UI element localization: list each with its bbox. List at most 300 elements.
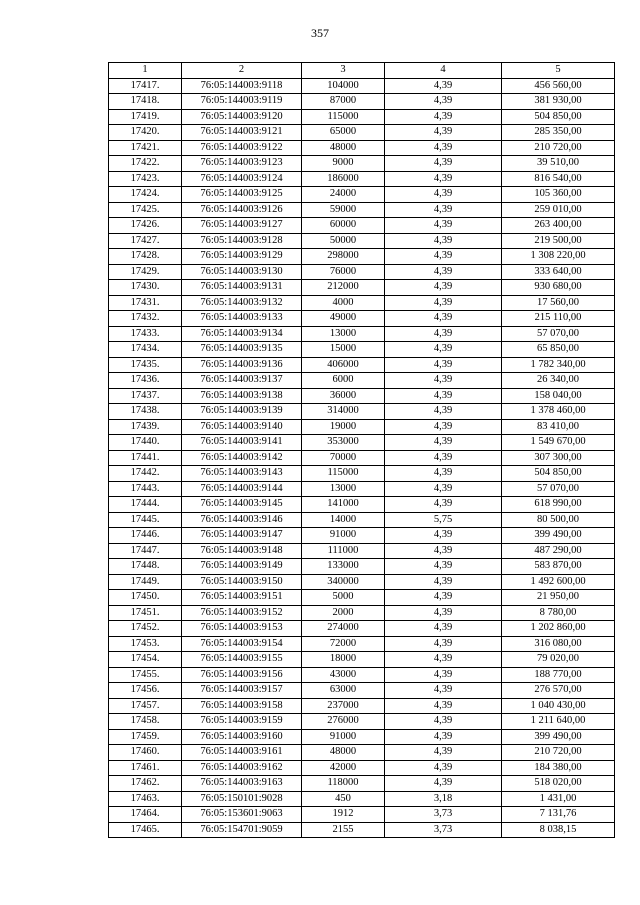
cadastral-number-cell: 76:05:144003:9148 xyxy=(182,543,302,559)
area-cell: 48000 xyxy=(302,140,385,156)
row-number-cell: 17435. xyxy=(109,357,182,373)
row-number-cell: 17461. xyxy=(109,760,182,776)
column-header: 1 xyxy=(109,63,182,79)
area-cell: 5000 xyxy=(302,590,385,606)
area-cell: 186000 xyxy=(302,171,385,187)
row-number-cell: 17424. xyxy=(109,187,182,203)
row-number-cell: 17440. xyxy=(109,435,182,451)
area-cell: 111000 xyxy=(302,543,385,559)
rate-cell: 4,39 xyxy=(385,94,502,110)
rate-cell: 3,18 xyxy=(385,791,502,807)
rate-cell: 4,39 xyxy=(385,636,502,652)
table-row xyxy=(109,807,615,823)
row-number-cell: 17425. xyxy=(109,202,182,218)
row-number-cell: 17449. xyxy=(109,574,182,590)
row-number-cell: 17422. xyxy=(109,156,182,172)
amount-cell: 8 038,15 xyxy=(502,822,615,838)
area-cell: 60000 xyxy=(302,218,385,234)
area-cell: 42000 xyxy=(302,760,385,776)
rate-cell: 4,39 xyxy=(385,652,502,668)
row-number-cell: 17457. xyxy=(109,698,182,714)
area-cell: 133000 xyxy=(302,559,385,575)
row-number-cell: 17456. xyxy=(109,683,182,699)
cadastral-number-cell: 76:05:144003:9129 xyxy=(182,249,302,265)
rate-cell: 4,39 xyxy=(385,326,502,342)
rate-cell: 4,39 xyxy=(385,404,502,420)
area-cell: 115000 xyxy=(302,466,385,482)
cadastral-number-cell: 76:05:144003:9156 xyxy=(182,667,302,683)
rate-cell: 4,39 xyxy=(385,109,502,125)
amount-cell: 215 110,00 xyxy=(502,311,615,327)
amount-cell: 26 340,00 xyxy=(502,373,615,389)
cadastral-number-cell: 76:05:144003:9141 xyxy=(182,435,302,451)
area-cell: 1912 xyxy=(302,807,385,823)
amount-cell: 83 410,00 xyxy=(502,419,615,435)
table-body xyxy=(109,78,615,838)
row-number-cell: 17465. xyxy=(109,822,182,838)
amount-cell: 57 070,00 xyxy=(502,326,615,342)
amount-cell: 276 570,00 xyxy=(502,683,615,699)
cadastral-number-cell: 76:05:144003:9144 xyxy=(182,481,302,497)
row-number-cell: 17417. xyxy=(109,78,182,94)
rate-cell: 4,39 xyxy=(385,295,502,311)
rate-cell: 4,39 xyxy=(385,388,502,404)
cadastral-number-cell: 76:05:144003:9157 xyxy=(182,683,302,699)
amount-cell: 1 431,00 xyxy=(502,791,615,807)
table-row xyxy=(109,78,615,94)
cadastral-number-cell: 76:05:144003:9145 xyxy=(182,497,302,513)
area-cell: 48000 xyxy=(302,745,385,761)
amount-cell: 7 131,76 xyxy=(502,807,615,823)
row-number-cell: 17453. xyxy=(109,636,182,652)
table-row xyxy=(109,404,615,420)
area-cell: 91000 xyxy=(302,528,385,544)
amount-cell: 456 560,00 xyxy=(502,78,615,94)
cadastral-number-cell: 76:05:144003:9119 xyxy=(182,94,302,110)
area-cell: 9000 xyxy=(302,156,385,172)
row-number-cell: 17436. xyxy=(109,373,182,389)
table-row xyxy=(109,497,615,513)
cadastral-number-cell: 76:05:144003:9154 xyxy=(182,636,302,652)
cadastral-number-cell: 76:05:144003:9142 xyxy=(182,450,302,466)
amount-cell: 504 850,00 xyxy=(502,466,615,482)
amount-cell: 1 549 670,00 xyxy=(502,435,615,451)
amount-cell: 210 720,00 xyxy=(502,745,615,761)
cadastral-number-cell: 76:05:144003:9143 xyxy=(182,466,302,482)
amount-cell: 504 850,00 xyxy=(502,109,615,125)
table-row xyxy=(109,280,615,296)
row-number-cell: 17459. xyxy=(109,729,182,745)
area-cell: 24000 xyxy=(302,187,385,203)
cadastral-number-cell: 76:05:144003:9134 xyxy=(182,326,302,342)
area-cell: 43000 xyxy=(302,667,385,683)
table-row xyxy=(109,760,615,776)
row-number-cell: 17433. xyxy=(109,326,182,342)
row-number-cell: 17441. xyxy=(109,450,182,466)
amount-cell: 816 540,00 xyxy=(502,171,615,187)
row-number-cell: 17452. xyxy=(109,621,182,637)
area-cell: 13000 xyxy=(302,481,385,497)
amount-cell: 263 400,00 xyxy=(502,218,615,234)
rate-cell: 4,39 xyxy=(385,311,502,327)
amount-cell: 1 492 600,00 xyxy=(502,574,615,590)
cadastral-number-cell: 76:05:144003:9137 xyxy=(182,373,302,389)
area-cell: 340000 xyxy=(302,574,385,590)
rate-cell: 4,39 xyxy=(385,357,502,373)
amount-cell: 399 490,00 xyxy=(502,528,615,544)
amount-cell: 17 560,00 xyxy=(502,295,615,311)
column-header: 2 xyxy=(182,63,302,79)
amount-cell: 57 070,00 xyxy=(502,481,615,497)
table-row xyxy=(109,528,615,544)
table-row xyxy=(109,652,615,668)
rate-cell: 5,75 xyxy=(385,512,502,528)
amount-cell: 210 720,00 xyxy=(502,140,615,156)
row-number-cell: 17451. xyxy=(109,605,182,621)
amount-cell: 487 290,00 xyxy=(502,543,615,559)
area-cell: 18000 xyxy=(302,652,385,668)
cadastral-number-cell: 76:05:144003:9161 xyxy=(182,745,302,761)
amount-cell: 219 500,00 xyxy=(502,233,615,249)
table-row xyxy=(109,435,615,451)
amount-cell: 316 080,00 xyxy=(502,636,615,652)
area-cell: 115000 xyxy=(302,109,385,125)
cadastral-number-cell: 76:05:144003:9136 xyxy=(182,357,302,373)
amount-cell: 21 950,00 xyxy=(502,590,615,606)
table-row xyxy=(109,171,615,187)
rate-cell: 4,39 xyxy=(385,140,502,156)
cadastral-number-cell: 76:05:144003:9155 xyxy=(182,652,302,668)
cadastral-number-cell: 76:05:144003:9152 xyxy=(182,605,302,621)
cadastral-number-cell: 76:05:144003:9120 xyxy=(182,109,302,125)
rate-cell: 4,39 xyxy=(385,543,502,559)
amount-cell: 1 211 640,00 xyxy=(502,714,615,730)
column-header: 5 xyxy=(502,63,615,79)
column-header: 3 xyxy=(302,63,385,79)
row-number-cell: 17419. xyxy=(109,109,182,125)
cadastral-number-cell: 76:05:144003:9160 xyxy=(182,729,302,745)
rate-cell: 4,39 xyxy=(385,202,502,218)
cadastral-number-cell: 76:05:144003:9130 xyxy=(182,264,302,280)
cadastral-number-cell: 76:05:144003:9150 xyxy=(182,574,302,590)
cadastral-number-cell: 76:05:144003:9132 xyxy=(182,295,302,311)
cadastral-number-cell: 76:05:144003:9125 xyxy=(182,187,302,203)
cadastral-number-cell: 76:05:144003:9128 xyxy=(182,233,302,249)
area-cell: 141000 xyxy=(302,497,385,513)
row-number-cell: 17462. xyxy=(109,776,182,792)
amount-cell: 1 378 460,00 xyxy=(502,404,615,420)
rate-cell: 4,39 xyxy=(385,574,502,590)
row-number-cell: 17430. xyxy=(109,280,182,296)
amount-cell: 79 020,00 xyxy=(502,652,615,668)
amount-cell: 39 510,00 xyxy=(502,156,615,172)
row-number-cell: 17432. xyxy=(109,311,182,327)
rate-cell: 4,39 xyxy=(385,714,502,730)
area-cell: 406000 xyxy=(302,357,385,373)
area-cell: 15000 xyxy=(302,342,385,358)
amount-cell: 1 782 340,00 xyxy=(502,357,615,373)
area-cell: 2000 xyxy=(302,605,385,621)
table-row xyxy=(109,109,615,125)
rate-cell: 4,39 xyxy=(385,450,502,466)
row-number-cell: 17421. xyxy=(109,140,182,156)
amount-cell: 65 850,00 xyxy=(502,342,615,358)
amount-cell: 930 680,00 xyxy=(502,280,615,296)
table-row xyxy=(109,745,615,761)
area-cell: 36000 xyxy=(302,388,385,404)
amount-cell: 518 020,00 xyxy=(502,776,615,792)
area-cell: 237000 xyxy=(302,698,385,714)
amount-cell: 184 380,00 xyxy=(502,760,615,776)
rate-cell: 4,39 xyxy=(385,698,502,714)
area-cell: 63000 xyxy=(302,683,385,699)
rate-cell: 4,39 xyxy=(385,497,502,513)
rate-cell: 4,39 xyxy=(385,683,502,699)
area-cell: 87000 xyxy=(302,94,385,110)
amount-cell: 8 780,00 xyxy=(502,605,615,621)
column-header: 4 xyxy=(385,63,502,79)
cadastral-number-cell: 76:05:144003:9127 xyxy=(182,218,302,234)
rate-cell: 4,39 xyxy=(385,264,502,280)
rate-cell: 4,39 xyxy=(385,745,502,761)
amount-cell: 1 308 220,00 xyxy=(502,249,615,265)
area-cell: 59000 xyxy=(302,202,385,218)
table-row xyxy=(109,605,615,621)
rate-cell: 4,39 xyxy=(385,760,502,776)
area-cell: 50000 xyxy=(302,233,385,249)
rate-cell: 4,39 xyxy=(385,466,502,482)
row-number-cell: 17431. xyxy=(109,295,182,311)
table-row xyxy=(109,698,615,714)
amount-cell: 1 202 860,00 xyxy=(502,621,615,637)
row-number-cell: 17442. xyxy=(109,466,182,482)
rate-cell: 4,39 xyxy=(385,435,502,451)
amount-cell: 1 040 430,00 xyxy=(502,698,615,714)
row-number-cell: 17428. xyxy=(109,249,182,265)
cadastral-number-cell: 76:05:144003:9138 xyxy=(182,388,302,404)
row-number-cell: 17447. xyxy=(109,543,182,559)
amount-cell: 333 640,00 xyxy=(502,264,615,280)
rate-cell: 4,39 xyxy=(385,342,502,358)
table-row xyxy=(109,574,615,590)
rate-cell: 4,39 xyxy=(385,667,502,683)
rate-cell: 4,39 xyxy=(385,605,502,621)
cadastral-number-cell: 76:05:144003:9118 xyxy=(182,78,302,94)
amount-cell: 188 770,00 xyxy=(502,667,615,683)
rate-cell: 4,39 xyxy=(385,156,502,172)
amount-cell: 105 360,00 xyxy=(502,187,615,203)
amount-cell: 583 870,00 xyxy=(502,559,615,575)
table-row xyxy=(109,373,615,389)
header-row xyxy=(109,63,615,79)
table-row xyxy=(109,791,615,807)
cadastral-number-cell: 76:05:144003:9122 xyxy=(182,140,302,156)
amount-cell: 259 010,00 xyxy=(502,202,615,218)
row-number-cell: 17429. xyxy=(109,264,182,280)
rate-cell: 4,39 xyxy=(385,280,502,296)
area-cell: 76000 xyxy=(302,264,385,280)
rate-cell: 4,39 xyxy=(385,125,502,141)
rate-cell: 4,39 xyxy=(385,249,502,265)
cadastral-number-cell: 76:05:144003:9133 xyxy=(182,311,302,327)
table-row xyxy=(109,481,615,497)
cadastral-number-cell: 76:05:150101:9028 xyxy=(182,791,302,807)
row-number-cell: 17454. xyxy=(109,652,182,668)
row-number-cell: 17439. xyxy=(109,419,182,435)
table-row xyxy=(109,326,615,342)
cadastral-number-cell: 76:05:144003:9151 xyxy=(182,590,302,606)
rate-cell: 4,39 xyxy=(385,233,502,249)
rate-cell: 4,39 xyxy=(385,590,502,606)
table-row xyxy=(109,559,615,575)
cadastral-number-cell: 76:05:144003:9146 xyxy=(182,512,302,528)
table-row xyxy=(109,590,615,606)
cadastral-number-cell: 76:05:153601:9063 xyxy=(182,807,302,823)
table-row xyxy=(109,543,615,559)
cadastral-number-cell: 76:05:144003:9140 xyxy=(182,419,302,435)
row-number-cell: 17423. xyxy=(109,171,182,187)
rate-cell: 4,39 xyxy=(385,218,502,234)
area-cell: 72000 xyxy=(302,636,385,652)
area-cell: 70000 xyxy=(302,450,385,466)
table-row xyxy=(109,140,615,156)
table-row xyxy=(109,187,615,203)
amount-cell: 285 350,00 xyxy=(502,125,615,141)
amount-cell: 618 990,00 xyxy=(502,497,615,513)
amount-cell: 307 300,00 xyxy=(502,450,615,466)
row-number-cell: 17418. xyxy=(109,94,182,110)
table-row xyxy=(109,357,615,373)
area-cell: 314000 xyxy=(302,404,385,420)
area-cell: 274000 xyxy=(302,621,385,637)
cadastral-number-cell: 76:05:144003:9121 xyxy=(182,125,302,141)
table-row xyxy=(109,202,615,218)
table-row xyxy=(109,450,615,466)
cadastral-number-cell: 76:05:144003:9131 xyxy=(182,280,302,296)
table-row xyxy=(109,295,615,311)
row-number-cell: 17450. xyxy=(109,590,182,606)
table-row xyxy=(109,125,615,141)
cadastral-number-cell: 76:05:144003:9153 xyxy=(182,621,302,637)
amount-cell: 80 500,00 xyxy=(502,512,615,528)
area-cell: 19000 xyxy=(302,419,385,435)
table-row xyxy=(109,667,615,683)
cadastral-number-cell: 76:05:144003:9123 xyxy=(182,156,302,172)
row-number-cell: 17445. xyxy=(109,512,182,528)
rate-cell: 3,73 xyxy=(385,822,502,838)
table-row xyxy=(109,264,615,280)
rate-cell: 4,39 xyxy=(385,171,502,187)
area-cell: 49000 xyxy=(302,311,385,327)
cadastral-number-cell: 76:05:144003:9158 xyxy=(182,698,302,714)
table-row xyxy=(109,94,615,110)
area-cell: 450 xyxy=(302,791,385,807)
area-cell: 298000 xyxy=(302,249,385,265)
table-row xyxy=(109,512,615,528)
amount-cell: 158 040,00 xyxy=(502,388,615,404)
row-number-cell: 17426. xyxy=(109,218,182,234)
table-row xyxy=(109,729,615,745)
rate-cell: 4,39 xyxy=(385,621,502,637)
area-cell: 118000 xyxy=(302,776,385,792)
table-row xyxy=(109,156,615,172)
page-number: 357 xyxy=(311,26,329,40)
table-row xyxy=(109,621,615,637)
amount-cell: 399 490,00 xyxy=(502,729,615,745)
row-number-cell: 17464. xyxy=(109,807,182,823)
rate-cell: 3,73 xyxy=(385,807,502,823)
area-cell: 212000 xyxy=(302,280,385,296)
table-row xyxy=(109,388,615,404)
row-number-cell: 17437. xyxy=(109,388,182,404)
row-number-cell: 17460. xyxy=(109,745,182,761)
row-number-cell: 17463. xyxy=(109,791,182,807)
rate-cell: 4,39 xyxy=(385,419,502,435)
rate-cell: 4,39 xyxy=(385,373,502,389)
data-table xyxy=(108,62,615,838)
area-cell: 2155 xyxy=(302,822,385,838)
area-cell: 65000 xyxy=(302,125,385,141)
cadastral-number-cell: 76:05:154701:9059 xyxy=(182,822,302,838)
row-number-cell: 17444. xyxy=(109,497,182,513)
rate-cell: 4,39 xyxy=(385,729,502,745)
row-number-cell: 17438. xyxy=(109,404,182,420)
rate-cell: 4,39 xyxy=(385,776,502,792)
area-cell: 104000 xyxy=(302,78,385,94)
cadastral-number-cell: 76:05:144003:9147 xyxy=(182,528,302,544)
cadastral-number-cell: 76:05:144003:9162 xyxy=(182,760,302,776)
row-number-cell: 17446. xyxy=(109,528,182,544)
table-row xyxy=(109,311,615,327)
rate-cell: 4,39 xyxy=(385,559,502,575)
cadastral-number-cell: 76:05:144003:9163 xyxy=(182,776,302,792)
table-row xyxy=(109,233,615,249)
cadastral-number-cell: 76:05:144003:9126 xyxy=(182,202,302,218)
area-cell: 353000 xyxy=(302,435,385,451)
row-number-cell: 17448. xyxy=(109,559,182,575)
cadastral-number-cell: 76:05:144003:9149 xyxy=(182,559,302,575)
table-row xyxy=(109,249,615,265)
table-row xyxy=(109,419,615,435)
rate-cell: 4,39 xyxy=(385,481,502,497)
rate-cell: 4,39 xyxy=(385,528,502,544)
cadastral-number-cell: 76:05:144003:9139 xyxy=(182,404,302,420)
area-cell: 13000 xyxy=(302,326,385,342)
rate-cell: 4,39 xyxy=(385,187,502,203)
area-cell: 4000 xyxy=(302,295,385,311)
amount-cell: 381 930,00 xyxy=(502,94,615,110)
row-number-cell: 17455. xyxy=(109,667,182,683)
table-row xyxy=(109,714,615,730)
row-number-cell: 17427. xyxy=(109,233,182,249)
area-cell: 91000 xyxy=(302,729,385,745)
table-row xyxy=(109,342,615,358)
table-row xyxy=(109,636,615,652)
cadastral-number-cell: 76:05:144003:9159 xyxy=(182,714,302,730)
row-number-cell: 17443. xyxy=(109,481,182,497)
cadastral-number-cell: 76:05:144003:9124 xyxy=(182,171,302,187)
row-number-cell: 17458. xyxy=(109,714,182,730)
rate-cell: 4,39 xyxy=(385,78,502,94)
table-row xyxy=(109,822,615,838)
table-row xyxy=(109,466,615,482)
table-row xyxy=(109,218,615,234)
area-cell: 276000 xyxy=(302,714,385,730)
area-cell: 14000 xyxy=(302,512,385,528)
row-number-cell: 17420. xyxy=(109,125,182,141)
row-number-cell: 17434. xyxy=(109,342,182,358)
table-row xyxy=(109,776,615,792)
